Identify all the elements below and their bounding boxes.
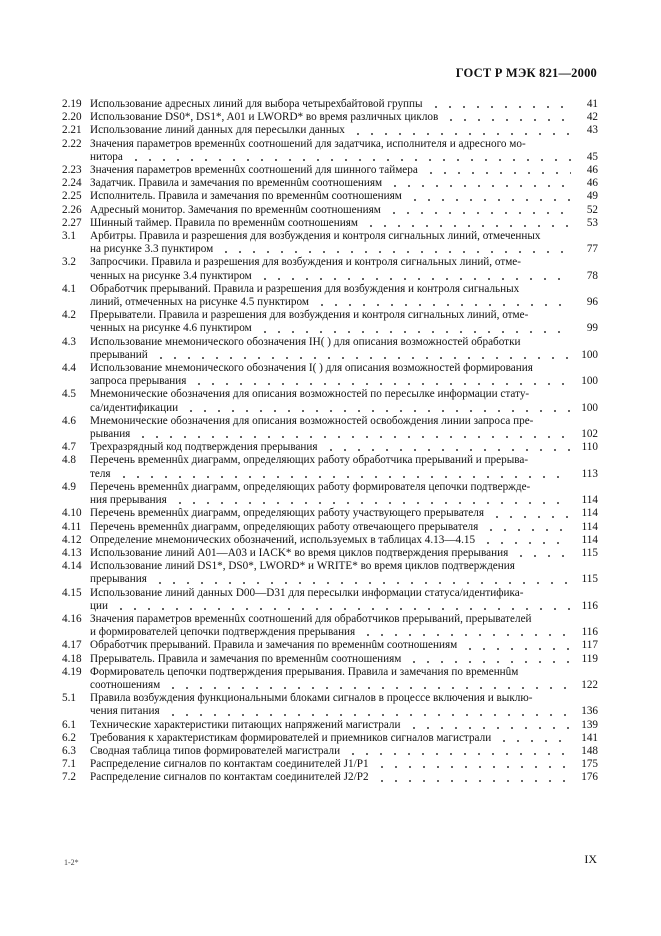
toc-entry-title-line: Задатчик. Правила и замечания по временнûм соотношениям: [90, 177, 383, 190]
toc-entry-number: 4.13: [62, 546, 82, 559]
toc-entry-page: 52: [586, 203, 598, 216]
toc-entry: [62, 758, 598, 771]
toc-entry-number: 2.27: [62, 216, 82, 229]
toc-entry-page: 100: [581, 375, 598, 388]
toc-entry: [62, 534, 598, 547]
toc-entry-number: 4.18: [62, 652, 82, 665]
toc-entry-page: 122: [581, 678, 598, 691]
dot-leader: [192, 383, 571, 385]
dot-leader: [219, 251, 571, 253]
dot-leader: [258, 331, 571, 333]
toc-entry-page: 114: [581, 507, 598, 520]
toc-entry: [62, 415, 598, 441]
toc-entry-title-line: Использование линий A01—A03 и IACK* во время циклов подтверждения прерывания: [90, 546, 509, 559]
toc-entry: [62, 666, 598, 692]
dot-leader: [136, 436, 571, 438]
toc-entry: [62, 481, 598, 507]
dot-leader: [514, 555, 571, 557]
toc-entry-title-line: ченных на рисунке 4.6 пунктиром: [90, 322, 252, 335]
toc-entry-page: 43: [586, 124, 598, 137]
dot-leader: [324, 449, 571, 451]
toc-entry-number: 2.19: [62, 98, 82, 110]
toc-entry-page: 115: [581, 546, 598, 559]
toc-entry-number: 7.1: [62, 758, 76, 771]
dot-leader: [315, 304, 571, 306]
toc-entry-page: 136: [581, 705, 598, 718]
toc-entry-number: 2.23: [62, 164, 82, 177]
toc-entry-title-line: запроса прерывания: [90, 375, 187, 388]
toc-entry-page: 175: [581, 758, 598, 771]
dot-leader: [361, 634, 571, 636]
toc-entry: [62, 309, 598, 335]
toc-entry-page: 116: [581, 599, 598, 612]
toc-entry-number: 2.25: [62, 190, 82, 203]
toc-entry-number: 4.19: [62, 665, 82, 678]
toc-entry-title-line: Запросчики. Правила и разрешения для возбуждения и контроля сигнальных линий, отме-: [90, 256, 521, 269]
toc-entry-page: 41: [586, 98, 598, 110]
dot-leader: [154, 357, 571, 359]
toc-entry-title-line: Распределение сигналов по контактам соединителей J2/P2: [90, 771, 369, 784]
toc-entry-number: 4.3: [62, 335, 76, 348]
toc-entry: [62, 362, 598, 388]
toc-entry: [62, 217, 598, 230]
dot-leader: [481, 542, 571, 544]
dot-leader: [444, 119, 571, 121]
toc-entry-title-line: Формирователь цепочки подтверждения прерывания. Правила и замечания по временнûм: [90, 665, 519, 678]
toc-entry: [62, 388, 598, 414]
toc-entry-page: 116: [581, 626, 598, 639]
dot-leader: [463, 648, 571, 650]
toc-entry-number: 3.1: [62, 230, 76, 243]
toc-entry-title-line: Исполнитель. Правила и замечания по временнûм соотношениям: [90, 190, 402, 203]
toc-entry: [62, 204, 598, 217]
toc-entry-number: 2.24: [62, 177, 82, 190]
toc-entry-title-line: теля: [90, 467, 111, 480]
toc-entry-title-line: Распределение сигналов по контактам соединителей J1/P1: [90, 758, 369, 771]
toc-entry-number: 2.21: [62, 124, 82, 137]
toc-entry: [62, 547, 598, 560]
toc-entry-page: 77: [586, 243, 598, 256]
toc-entry-number: 6.3: [62, 744, 76, 757]
toc-entry-page: 46: [586, 177, 598, 190]
toc-entry-number: 4.6: [62, 414, 76, 427]
toc-entry-title-line: чения питания: [90, 705, 160, 718]
toc-entry: [62, 164, 598, 177]
toc-entry-title-line: рывания: [90, 428, 131, 441]
toc-entry: [62, 138, 598, 164]
toc-entry-number: 5.1: [62, 692, 76, 705]
toc-entry: [62, 639, 598, 652]
toc-entry: [62, 771, 598, 784]
toc-entry-title-line: на рисунке 3.3 пунктиром: [90, 243, 214, 256]
toc-entry-page: 53: [586, 216, 598, 229]
toc-entry-title-line: нитора: [90, 150, 123, 163]
page-number: IX: [584, 852, 597, 866]
dot-leader: [424, 172, 571, 174]
toc-entry: [62, 336, 598, 362]
toc-entry: [62, 98, 598, 111]
toc-entry-title-line: Сводная таблица типов формирователей магистрали: [90, 744, 341, 757]
toc-entry-number: 2.20: [62, 111, 82, 124]
toc-entry-title-line: са/идентификации: [90, 401, 179, 414]
toc-entry-page: 114: [581, 494, 598, 507]
toc-entry-title-line: соотношениям: [90, 678, 161, 691]
toc-entry-number: 4.15: [62, 586, 82, 599]
table-of-contents: [62, 98, 598, 785]
toc-entry-title-line: Перечень временнûх диаграмм, определяющих работу обработчика прерываний и прерыва-: [90, 454, 529, 467]
dot-leader: [153, 582, 571, 584]
toc-entry-page: 100: [581, 348, 598, 361]
toc-entry: [62, 521, 598, 534]
toc-entry-title-line: ции: [90, 599, 108, 612]
toc-entry-page: 117: [581, 639, 598, 652]
toc-entry-page: 42: [586, 111, 598, 124]
dot-leader: [129, 159, 571, 161]
toc-entry-title-line: Обработчик прерываний. Правила и разрешения для возбуждения и контроля сигнальных: [90, 282, 520, 295]
toc-entry: [62, 111, 598, 124]
dot-leader: [351, 133, 571, 135]
document-header: ГОСТ Р МЭК 821—2000: [455, 66, 597, 80]
toc-entry-title-line: Использование адресных линий для выбора четырехбайтовой группы: [90, 98, 423, 110]
dot-leader: [173, 502, 571, 504]
toc-entry: [62, 560, 598, 586]
toc-entry-title-line: Технические характеристики питающих напряжений магистрали: [90, 718, 401, 731]
toc-entry: [62, 653, 598, 666]
dot-leader: [388, 185, 571, 187]
toc-entry-number: 6.2: [62, 731, 76, 744]
toc-entry-number: 6.1: [62, 718, 76, 731]
toc-entry: [62, 745, 598, 758]
toc-entry-number: 4.7: [62, 441, 76, 454]
toc-entry: [62, 454, 598, 480]
toc-entry-page: 102: [581, 428, 598, 441]
toc-entry-number: 4.11: [62, 520, 82, 533]
toc-entry: [62, 230, 598, 256]
dot-leader: [407, 661, 571, 663]
dot-leader: [387, 212, 571, 214]
toc-entry: [62, 177, 598, 190]
toc-entry-title-line: Использование мнемонического обозначения I( ) для описания возможностей формирования: [90, 362, 533, 375]
toc-entry-title-line: Прерыватели. Правила и разрешения для возбуждения и контроля сигнальных линий, отме-: [90, 309, 529, 322]
toc-entry-title-line: Требования к характеристикам формирователей и приемников сигналов магистрали: [90, 731, 492, 744]
toc-entry-title-line: Значения параметров временнûх соотношений для задатчика, исполнителя и адресного мо-: [90, 137, 526, 150]
toc-entry-title-line: Перечень временнûх диаграмм, определяющих работу отвечающего прерывателя: [90, 520, 479, 533]
toc-entry-page: 119: [581, 652, 598, 665]
toc-entry-page: 100: [581, 401, 598, 414]
dot-leader: [166, 714, 571, 716]
toc-entry-title-line: Правила возбуждения функциональными блоками сигналов в процессе включения и выклю-: [90, 692, 533, 705]
toc-entry-title-line: Использование линий DS1*, DS0*, LWORD* и WRITE* во время циклов подтверждения: [90, 560, 515, 573]
toc-entry-title-line: Мнемонические обозначения для описания возможностей освобождения линии запроса пре-: [90, 414, 534, 427]
dot-leader: [375, 780, 571, 782]
toc-entry-number: 4.4: [62, 362, 76, 375]
toc-entry-number: 4.10: [62, 507, 82, 520]
toc-entry-number: 4.5: [62, 388, 76, 401]
toc-entry-page: 141: [581, 731, 598, 744]
toc-entry-number: 4.1: [62, 282, 76, 295]
toc-entry-number: 2.22: [62, 137, 82, 150]
dot-leader: [184, 410, 571, 412]
toc-entry-title-line: Арбитры. Правила и разрешения для возбуждения и контроля сигнальных линий, отмеченных: [90, 230, 541, 243]
toc-entry-title-line: Использование мнемонического обозначения IH( ) для описания возможностей обработки: [90, 335, 521, 348]
toc-entry-title-line: ченных на рисунке 3.4 пунктиром: [90, 269, 252, 282]
toc-entry-title-line: Прерыватель. Правила и замечания по временнûм соотношениям: [90, 652, 402, 665]
toc-entry-title-line: Обработчик прерываний. Правила и замечания по временнûм соотношениям: [90, 639, 458, 652]
toc-entry-number: 2.26: [62, 203, 82, 216]
toc-entry-page: 113: [581, 467, 598, 480]
toc-entry-title-line: Трехразрядный код подтверждения прерывания: [90, 441, 318, 454]
toc-entry-number: 4.14: [62, 560, 82, 573]
toc-entry-title-line: линий, отмеченных на рисунке 4.5 пунктиром: [90, 296, 309, 309]
toc-entry: [62, 692, 598, 718]
toc-entry-title-line: Перечень временнûх диаграмм, определяющих работу участвующего прерывателя: [90, 507, 484, 520]
dot-leader: [497, 740, 571, 742]
toc-entry-title-line: Адресный монитор. Замечания по временнûм соотношениям: [90, 203, 381, 216]
toc-entry-number: 7.2: [62, 771, 76, 784]
toc-entry-title-line: Значения параметров временнûх соотношений для обработчиков прерываний, прерывателей: [90, 612, 532, 625]
toc-entry-title-line: Мнемонические обозначения для описания возможностей по пересылке информации стату-: [90, 388, 530, 401]
toc-entry: [62, 613, 598, 639]
toc-entry-number: 4.16: [62, 612, 82, 625]
toc-entry: [62, 507, 598, 520]
toc-entry: [62, 283, 598, 309]
dot-leader: [408, 199, 571, 201]
toc-entry-page: 114: [581, 533, 598, 546]
toc-entry-page: 78: [586, 269, 598, 282]
toc-entry-number: 4.12: [62, 533, 82, 546]
dot-leader: [346, 753, 571, 755]
toc-entry-page: 110: [581, 441, 598, 454]
toc-entry-page: 176: [581, 771, 598, 784]
toc-entry-title-line: Определение мнемонических обозначений, используемых в таблицах 4.13—4.15: [90, 533, 476, 546]
toc-entry-title-line: Перечень временнûх диаграмм, определяющих работу формирователя цепочки подтвержде-: [90, 480, 531, 493]
toc-entry-number: 4.2: [62, 309, 76, 322]
toc-entry-title-line: Использование DS0*, DS1*, A01 и LWORD* во время различных циклов: [90, 111, 439, 124]
toc-entry-title-line: Использование линий данных D00—D31 для пересылки информации статуса/идентифика-: [90, 586, 524, 599]
toc-entry-number: 4.9: [62, 480, 76, 493]
toc-entry: [62, 732, 598, 745]
toc-entry-title-line: и формирователей цепочки подтверждения прерывания: [90, 626, 356, 639]
toc-entry-page: 148: [581, 744, 598, 757]
dot-leader: [114, 608, 571, 610]
toc-entry: [62, 441, 598, 454]
toc-entry-title-line: прерывания: [90, 573, 147, 586]
toc-entry-number: 3.2: [62, 256, 76, 269]
toc-entry-number: 4.17: [62, 639, 82, 652]
toc-entry: [62, 719, 598, 732]
toc-entry-title-line: Шинный таймер. Правила по временнûм соотношениям: [90, 216, 358, 229]
toc-entry-title-line: Использование линий данных для пересылки данных: [90, 124, 345, 137]
toc-entry-page: 49: [586, 190, 598, 203]
dot-leader: [117, 476, 571, 478]
dot-leader: [429, 106, 571, 108]
toc-entry-page: 46: [586, 164, 598, 177]
toc-entry-page: 115: [581, 573, 598, 586]
dot-leader: [490, 516, 571, 518]
dot-leader: [375, 766, 571, 768]
toc-entry-page: 96: [586, 296, 598, 309]
toc-entry-number: 4.8: [62, 454, 76, 467]
toc-entry: [62, 124, 598, 137]
dot-leader: [364, 225, 571, 227]
toc-entry-page: 139: [581, 718, 598, 731]
toc-entry-page: 99: [586, 322, 598, 335]
toc-entry-title-line: Значения параметров временнûх соотношений для шинного таймера: [90, 164, 418, 177]
toc-entry-title-line: ния прерывания: [90, 494, 167, 507]
toc-entry: [62, 256, 598, 282]
toc-entry: [62, 190, 598, 203]
dot-leader: [166, 687, 571, 689]
dot-leader: [258, 278, 571, 280]
toc-entry: [62, 587, 598, 613]
toc-entry-page: 45: [586, 150, 598, 163]
toc-entry-title-line: прерываний: [90, 348, 148, 361]
toc-entry-page: 114: [581, 520, 598, 533]
dot-leader: [484, 529, 571, 531]
dot-leader: [407, 727, 572, 729]
signature-mark: 1-2*: [64, 858, 79, 867]
